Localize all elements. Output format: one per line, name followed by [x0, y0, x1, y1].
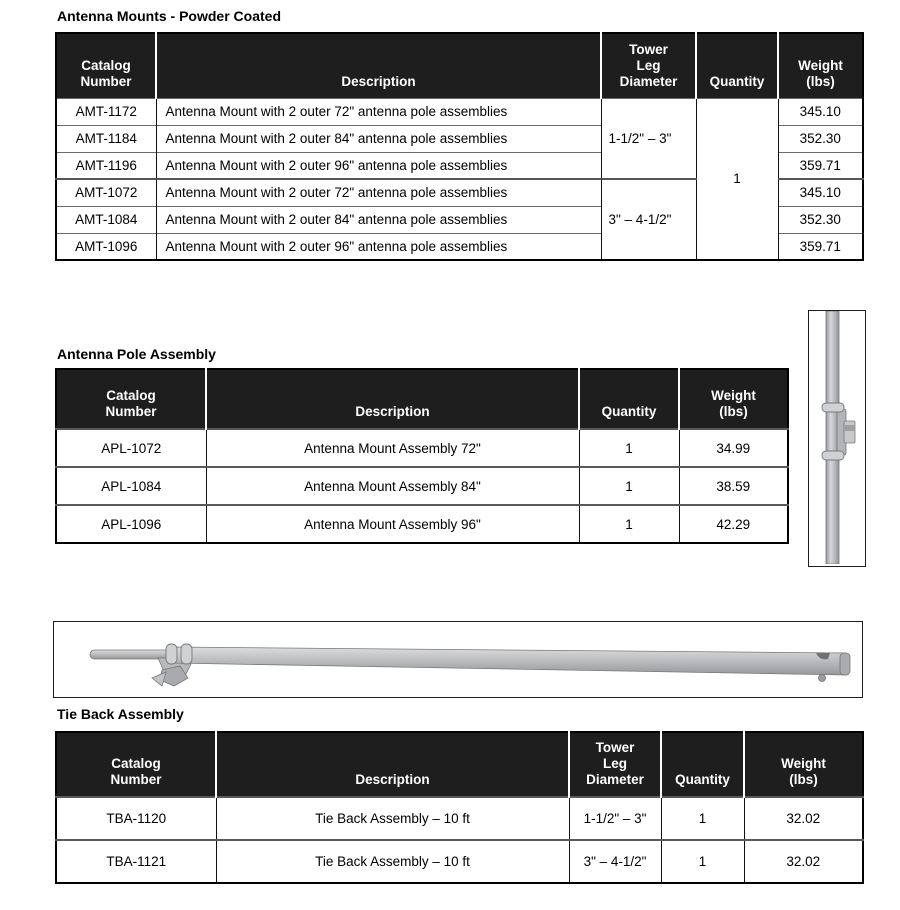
column-header-weight: Weight (lbs) [778, 33, 863, 98]
weight-cell: 359.71 [778, 152, 863, 179]
catalog-cell: TBA-1121 [56, 840, 216, 883]
weight-cell: 38.59 [679, 467, 788, 505]
column-header-catalog-number: Catalog Number [56, 33, 156, 98]
column-header-catalog-number: Catalog Number [56, 732, 216, 797]
weight-cell: 359.71 [778, 233, 863, 260]
weight-cell: 32.02 [744, 840, 863, 883]
antenna-pole-detail-image [808, 310, 866, 567]
quantity-cell: 1 [579, 467, 679, 505]
weight-cell: 345.10 [778, 98, 863, 125]
table-row [56, 505, 788, 543]
weight-cell: 42.29 [679, 505, 788, 543]
clamp-block-shade [844, 425, 855, 431]
column-header-quantity: Quantity [579, 369, 679, 429]
weight-cell: 345.10 [778, 179, 863, 206]
catalog-cell: APL-1084 [56, 467, 206, 505]
section-title-tie-back-assembly: Tie Back Assembly [57, 706, 184, 722]
column-header-description: Description [216, 732, 569, 797]
description-cell: Tie Back Assembly – 10 ft [216, 797, 569, 840]
weight-cell: 32.02 [744, 797, 863, 840]
quantity-cell: 1 [579, 505, 679, 543]
table-row [56, 467, 788, 505]
catalog-cell: AMT-1084 [56, 206, 156, 233]
description-cell: Antenna Mount with 2 outer 72" antenna pole assemblies [156, 179, 601, 206]
description-cell: Antenna Mount with 2 outer 72" antenna pole assemblies [156, 98, 601, 125]
description-cell: Antenna Mount with 2 outer 96" antenna pole assemblies [156, 152, 601, 179]
catalog-cell: AMT-1072 [56, 179, 156, 206]
quantity-cell: 1 [661, 797, 744, 840]
catalog-cell: AMT-1184 [56, 125, 156, 152]
description-cell: Antenna Mount with 2 outer 84" antenna pole assemblies [156, 125, 601, 152]
tower-leg-diameter-cell: 1-1/2" – 3" [601, 98, 696, 179]
column-header-weight: Weight (lbs) [744, 732, 863, 797]
column-header-tower-leg-diameter: Tower Leg Diameter [569, 732, 661, 797]
end-pin [819, 675, 826, 682]
quantity-cell: 1 [579, 429, 679, 467]
column-header-catalog-number: Catalog Number [56, 369, 206, 429]
tie-back-pole-graphic [54, 622, 860, 695]
tie-back-assembly-table [55, 731, 864, 884]
table-row [56, 98, 863, 125]
column-header-description: Description [156, 33, 601, 98]
table-header-row [56, 33, 863, 98]
tower-leg-diameter-cell: 3" – 4-1/2" [569, 840, 661, 883]
description-cell: Tie Back Assembly – 10 ft [216, 840, 569, 883]
pole-end-cap [840, 653, 850, 675]
catalog-cell: AMT-1196 [56, 152, 156, 179]
collar-right [181, 644, 192, 664]
column-header-weight: Weight (lbs) [679, 369, 788, 429]
weight-cell: 34.99 [679, 429, 788, 467]
quantity-cell: 1 [661, 840, 744, 883]
table-header-row [56, 732, 863, 797]
pole-clamp-graphic [809, 311, 863, 564]
table-row [56, 429, 788, 467]
antenna-pole-assembly-table [55, 368, 789, 544]
section-title-antenna-mounts: Antenna Mounts - Powder Coated [57, 8, 281, 24]
upper-collar [822, 403, 844, 412]
description-cell: Antenna Mount Assembly 84" [206, 467, 579, 505]
description-cell: Antenna Mount with 2 outer 96" antenna pole assemblies [156, 233, 601, 260]
collar-left [166, 644, 177, 664]
column-header-quantity: Quantity [661, 732, 744, 797]
clamp-bolt-end [152, 672, 166, 686]
table-row [56, 797, 863, 840]
description-cell: Antenna Mount Assembly 72" [206, 429, 579, 467]
antenna-mounts-table [55, 32, 864, 261]
tie-back-assembly-image [53, 621, 863, 698]
catalog-cell: APL-1072 [56, 429, 206, 467]
main-pole [172, 647, 846, 675]
quantity-cell: 1 [696, 98, 778, 260]
tower-leg-diameter-cell: 3" – 4-1/2" [601, 179, 696, 260]
table-header-row [56, 369, 788, 429]
description-cell: Antenna Mount with 2 outer 84" antenna pole assemblies [156, 206, 601, 233]
section-title-antenna-pole-assembly: Antenna Pole Assembly [57, 346, 216, 362]
weight-cell: 352.30 [778, 125, 863, 152]
tower-leg-diameter-cell: 1-1/2" – 3" [569, 797, 661, 840]
column-header-description: Description [206, 369, 579, 429]
column-header-quantity: Quantity [696, 33, 778, 98]
clamp-block [844, 421, 855, 443]
catalog-cell: AMT-1172 [56, 98, 156, 125]
column-header-tower-leg-diameter: Tower Leg Diameter [601, 33, 696, 98]
catalog-cell: TBA-1120 [56, 797, 216, 840]
catalog-cell: APL-1096 [56, 505, 206, 543]
description-cell: Antenna Mount Assembly 96" [206, 505, 579, 543]
catalog-cell: AMT-1096 [56, 233, 156, 260]
table-row [56, 840, 863, 883]
lower-collar [822, 451, 844, 460]
weight-cell: 352.30 [778, 206, 863, 233]
